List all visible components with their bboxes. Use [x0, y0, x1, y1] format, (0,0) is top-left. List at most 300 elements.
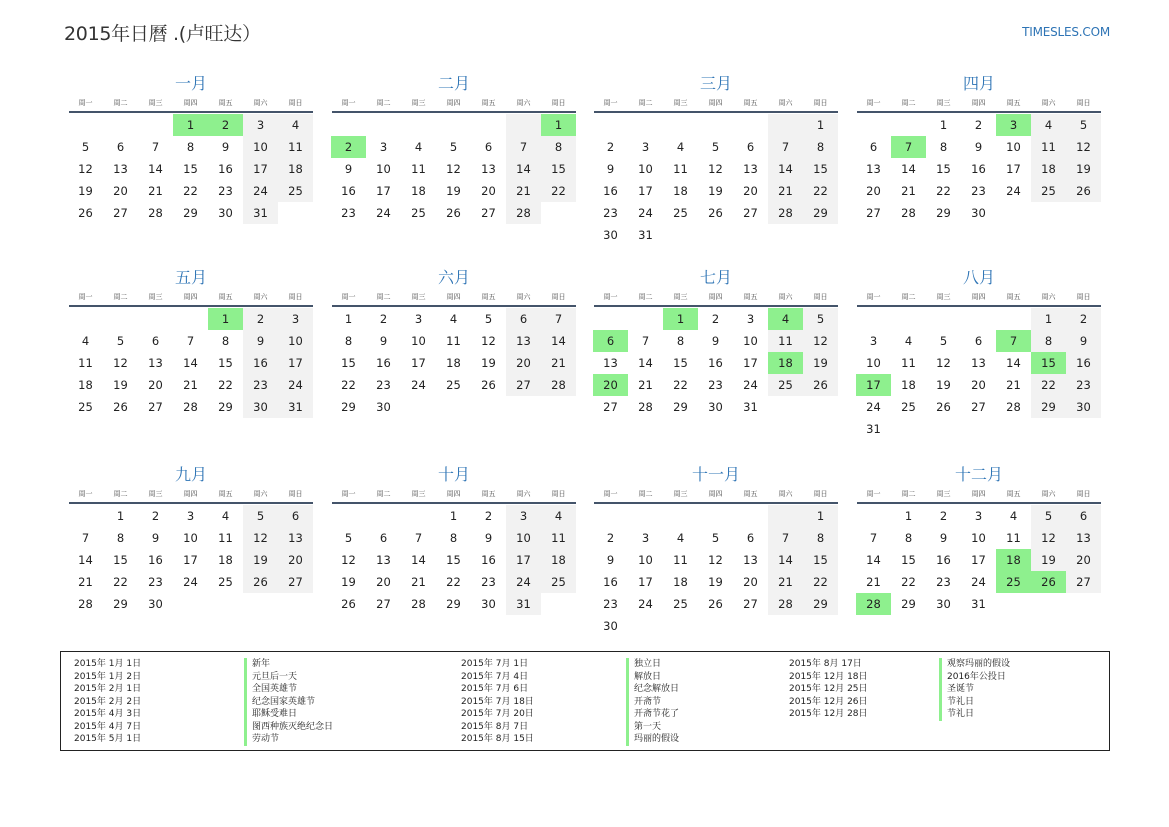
day-cell: 28: [183, 400, 198, 414]
day-cell: 25: [1031, 180, 1066, 202]
day-cell: 4: [768, 308, 803, 330]
empty-cell: [173, 308, 208, 330]
day-cell: 16: [148, 553, 163, 567]
weekday-label: 周一: [603, 490, 618, 498]
day-cell: 26: [708, 206, 723, 220]
month-divider: [594, 305, 838, 307]
day-cell: 13: [866, 162, 881, 176]
empty-cell: [593, 505, 628, 527]
day-cell: 17: [278, 352, 313, 374]
day-cell: 10: [971, 531, 986, 545]
day-cell: 10: [638, 162, 653, 176]
day-grid: [331, 308, 577, 418]
empty-cell: [331, 114, 366, 136]
weekday-label: 周五: [481, 490, 496, 498]
day-cell: 29: [901, 597, 916, 611]
day-cell: 27: [866, 206, 881, 220]
day-cell: 9: [344, 162, 353, 176]
empty-cell: [996, 202, 1031, 224]
weekday-label: 周五: [743, 490, 758, 498]
weekday-label: 周一: [341, 99, 356, 107]
month-block: [856, 267, 1102, 440]
legend-date: 2015年 8月 17日: [789, 659, 862, 669]
day-cell: 15: [113, 553, 128, 567]
day-cell: 7: [186, 334, 195, 348]
site-link[interactable]: TIMESLES.COM: [1022, 25, 1110, 39]
day-cell: 2: [208, 114, 243, 136]
day-cell: 30: [148, 597, 163, 611]
weekday-label: 周日: [551, 99, 566, 107]
day-cell: 21: [866, 575, 881, 589]
day-cell: 8: [676, 334, 685, 348]
day-cell: 17: [638, 575, 653, 589]
day-cell: 18: [673, 575, 688, 589]
day-cell: 19: [803, 352, 838, 374]
day-cell: 1: [803, 505, 838, 527]
day-cell: 3: [641, 531, 650, 545]
weekday-label: 周三: [148, 99, 163, 107]
weekday-label: 周五: [218, 490, 233, 498]
weekday-label: 周六: [778, 293, 793, 301]
weekday-label: 周四: [183, 490, 198, 498]
day-grid: [593, 505, 839, 637]
day-cell: 4: [81, 334, 90, 348]
day-cell: 14: [768, 158, 803, 180]
day-cell: 21: [411, 575, 426, 589]
legend-holiday-name: 纪念解放日: [634, 684, 680, 694]
day-cell: 28: [856, 593, 891, 615]
weekday-header: [331, 290, 577, 304]
month-name: 二月: [437, 74, 470, 93]
legend-holiday-name: 图西种族灭绝纪念日: [252, 721, 334, 732]
weekday-label: 周一: [866, 293, 881, 301]
legend-date: 2015年 12月 26日: [789, 696, 868, 707]
day-cell: 13: [278, 527, 313, 549]
weekday-label: 周六: [516, 490, 531, 498]
empty-cell: [891, 114, 926, 136]
month-name: 五月: [174, 268, 207, 287]
month-block: [68, 464, 314, 615]
day-cell: 24: [971, 575, 986, 589]
legend-date: 2015年 12月 25日: [789, 684, 868, 694]
legend-date: 2015年 7月 1日: [461, 659, 529, 669]
day-cell: 25: [218, 575, 233, 589]
legend-date: 2015年 7月 4日: [461, 671, 529, 682]
day-cell: 1: [663, 308, 698, 330]
day-cell: 9: [1066, 330, 1101, 352]
day-cell: 21: [1006, 378, 1021, 392]
day-cell: 15: [803, 549, 838, 571]
weekday-label: 周六: [1041, 99, 1056, 107]
day-cell: 23: [1066, 374, 1101, 396]
weekday-label: 周六: [778, 99, 793, 107]
month-name: 一月: [174, 74, 207, 93]
day-cell: 15: [218, 356, 233, 370]
month-divider: [332, 502, 576, 504]
day-cell: 11: [673, 553, 688, 567]
empty-cell: [768, 615, 803, 637]
day-cell: 1: [803, 114, 838, 136]
weekday-label: 周五: [1006, 99, 1021, 107]
day-grid: [856, 114, 1102, 224]
day-cell: 3: [278, 308, 313, 330]
day-cell: 6: [974, 334, 983, 348]
legend-date: 2015年 4月 7日: [74, 721, 142, 732]
month-block: [593, 73, 839, 246]
day-grid: [856, 505, 1102, 615]
day-cell: 30: [481, 597, 496, 611]
day-cell: 3: [869, 334, 878, 348]
day-cell: 22: [803, 571, 838, 593]
day-cell: 3: [641, 140, 650, 154]
legend-dates-col1: [74, 658, 141, 746]
day-cell: 21: [768, 571, 803, 593]
legend-holiday-name: 开斋节: [634, 696, 662, 707]
weekday-header: [68, 96, 314, 110]
weekday-label: 周一: [603, 293, 618, 301]
day-cell: 11: [278, 136, 313, 158]
weekday-label: 周三: [936, 490, 951, 498]
empty-cell: [1066, 418, 1101, 440]
weekday-label: 周四: [708, 293, 723, 301]
weekday-label: 周六: [516, 293, 531, 301]
day-cell: 22: [183, 184, 198, 198]
day-cell: 12: [481, 334, 496, 348]
legend-date: 2015年 2月 1日: [74, 684, 142, 694]
day-cell: 23: [341, 206, 356, 220]
day-cell: 20: [506, 352, 541, 374]
month-name: 七月: [699, 268, 732, 287]
month-name: 八月: [962, 268, 995, 287]
day-cell: 28: [901, 206, 916, 220]
weekday-label: 周二: [638, 293, 653, 301]
legend-date: 2015年 7月 18日: [461, 696, 534, 707]
day-cell: 6: [746, 531, 755, 545]
day-cell: 1: [449, 509, 458, 523]
legend-holiday-name: 独立日: [634, 659, 662, 669]
day-cell: 10: [411, 334, 426, 348]
legend-holiday-name: 耶稣受难日: [252, 709, 298, 719]
weekday-label: 周日: [813, 293, 828, 301]
legend-date: 2015年 7月 20日: [461, 709, 534, 719]
day-cell: 7: [996, 330, 1031, 352]
day-cell: 9: [379, 334, 388, 348]
day-cell: 26: [243, 571, 278, 593]
day-cell: 27: [481, 206, 496, 220]
day-cell: 23: [936, 575, 951, 589]
empty-cell: [138, 308, 173, 330]
day-cell: 14: [866, 553, 881, 567]
day-cell: 3: [974, 509, 983, 523]
day-cell: 21: [638, 378, 653, 392]
day-cell: 26: [446, 206, 461, 220]
legend-date: 2015年 1月 1日: [74, 659, 142, 669]
legend-holiday-name: 元旦后一天: [252, 671, 298, 682]
day-cell: 7: [768, 527, 803, 549]
empty-cell: [996, 308, 1031, 330]
day-cell: 29: [218, 400, 233, 414]
weekday-label: 周一: [78, 293, 93, 301]
empty-cell: [856, 114, 891, 136]
day-cell: 16: [936, 553, 951, 567]
day-cell: 25: [541, 571, 576, 593]
day-cell: 23: [603, 597, 618, 611]
weekday-header: [593, 487, 839, 501]
weekday-label: 周三: [936, 293, 951, 301]
empty-cell: [366, 114, 401, 136]
day-cell: 27: [743, 206, 758, 220]
month-divider: [332, 111, 576, 113]
day-cell: 17: [971, 553, 986, 567]
day-cell: 6: [278, 505, 313, 527]
day-cell: 20: [971, 378, 986, 392]
day-cell: 23: [971, 184, 986, 198]
day-cell: 11: [446, 334, 461, 348]
day-cell: 8: [221, 334, 230, 348]
empty-cell: [1031, 593, 1066, 615]
empty-cell: [663, 114, 698, 136]
empty-cell: [663, 224, 698, 246]
month-block: [593, 267, 839, 418]
day-cell: 18: [218, 553, 233, 567]
day-cell: 30: [376, 400, 391, 414]
day-cell: 26: [936, 400, 951, 414]
day-cell: 1: [173, 114, 208, 136]
day-cell: 6: [116, 140, 125, 154]
day-cell: 6: [151, 334, 160, 348]
legend-names-col3: [939, 658, 1010, 721]
empty-cell: [733, 505, 768, 527]
day-cell: 31: [866, 422, 881, 436]
day-cell: 7: [768, 136, 803, 158]
legend-date: 2015年 12月 18日: [789, 671, 868, 682]
empty-cell: [856, 505, 891, 527]
empty-cell: [471, 114, 506, 136]
day-cell: 14: [768, 549, 803, 571]
day-cell: 23: [376, 378, 391, 392]
day-cell: 23: [148, 575, 163, 589]
day-cell: 23: [708, 378, 723, 392]
day-cell: 30: [218, 206, 233, 220]
empty-cell: [891, 308, 926, 330]
day-cell: 21: [541, 352, 576, 374]
weekday-label: 周四: [971, 293, 986, 301]
day-cell: 26: [481, 378, 496, 392]
day-cell: 9: [974, 140, 983, 154]
day-cell: 16: [971, 162, 986, 176]
day-cell: 7: [641, 334, 650, 348]
weekday-label: 周六: [253, 293, 268, 301]
weekday-label: 周日: [288, 490, 303, 498]
weekday-label: 周五: [481, 293, 496, 301]
day-cell: 20: [148, 378, 163, 392]
day-cell: 21: [78, 575, 93, 589]
day-cell: 15: [673, 356, 688, 370]
day-cell: 7: [414, 531, 423, 545]
day-cell: 30: [936, 597, 951, 611]
day-cell: 24: [243, 180, 278, 202]
empty-cell: [996, 593, 1031, 615]
day-cell: 5: [116, 334, 125, 348]
day-cell: 17: [411, 356, 426, 370]
empty-cell: [401, 505, 436, 527]
empty-cell: [733, 114, 768, 136]
day-cell: 6: [379, 531, 388, 545]
day-cell: 2: [711, 312, 720, 326]
day-cell: 24: [1006, 184, 1021, 198]
day-cell: 19: [78, 184, 93, 198]
day-cell: 2: [1066, 308, 1101, 330]
day-cell: 23: [481, 575, 496, 589]
weekday-label: 周五: [743, 293, 758, 301]
empty-cell: [961, 418, 996, 440]
day-cell: 11: [411, 162, 426, 176]
day-cell: 30: [1066, 396, 1101, 418]
day-cell: 8: [1031, 330, 1066, 352]
day-cell: 12: [1066, 136, 1101, 158]
legend-holiday-name: 玛丽的假设: [634, 734, 680, 744]
day-cell: 12: [446, 162, 461, 176]
day-cell: 28: [506, 202, 541, 224]
weekday-label: 周六: [253, 490, 268, 498]
weekday-label: 周三: [673, 99, 688, 107]
empty-cell: [628, 308, 663, 330]
day-cell: 29: [183, 206, 198, 220]
day-cell: 17: [1006, 162, 1021, 176]
weekday-label: 周五: [743, 99, 758, 107]
day-cell: 24: [743, 378, 758, 392]
weekday-label: 周二: [376, 293, 391, 301]
weekday-label: 周三: [673, 490, 688, 498]
weekday-label: 周日: [288, 293, 303, 301]
legend-holiday-name: 节礼日: [947, 709, 975, 719]
day-cell: 7: [541, 308, 576, 330]
month-divider: [857, 111, 1101, 113]
day-cell: 25: [901, 400, 916, 414]
weekday-label: 周二: [638, 99, 653, 107]
day-cell: 16: [341, 184, 356, 198]
day-grid: [856, 308, 1102, 440]
day-cell: 18: [673, 184, 688, 198]
empty-cell: [1066, 202, 1101, 224]
day-cell: 17: [243, 158, 278, 180]
day-cell: 13: [481, 162, 496, 176]
day-cell: 15: [341, 356, 356, 370]
day-cell: 22: [341, 378, 356, 392]
day-cell: 4: [904, 334, 913, 348]
day-grid: [593, 308, 839, 418]
legend-date: 2015年 7月 6日: [461, 684, 529, 694]
weekday-header: [856, 290, 1102, 304]
weekday-label: 周三: [148, 490, 163, 498]
weekday-label: 周日: [1076, 490, 1091, 498]
day-cell: 1: [904, 509, 913, 523]
day-cell: 22: [218, 378, 233, 392]
day-cell: 15: [1031, 352, 1066, 374]
day-grid: [593, 114, 839, 246]
legend-holiday-name: 全国英雄节: [252, 684, 298, 694]
day-cell: 16: [243, 352, 278, 374]
empty-cell: [401, 396, 436, 418]
weekday-label: 周二: [901, 99, 916, 107]
legend-holiday-name: 开斋节花了: [634, 709, 680, 719]
day-cell: 8: [939, 140, 948, 154]
legend-date: 2015年 8月 7日: [461, 721, 529, 732]
weekday-header: [856, 96, 1102, 110]
day-cell: 5: [81, 140, 90, 154]
day-cell: 8: [803, 527, 838, 549]
day-cell: 16: [708, 356, 723, 370]
day-cell: 27: [113, 206, 128, 220]
day-cell: 1: [344, 312, 353, 326]
day-cell: 30: [243, 396, 278, 418]
legend-holiday-name: 第一天: [634, 721, 662, 732]
day-cell: 10: [1006, 140, 1021, 154]
month-name: 十二月: [954, 465, 1003, 484]
day-cell: 5: [449, 140, 458, 154]
weekday-label: 周二: [113, 293, 128, 301]
day-cell: 6: [746, 140, 755, 154]
day-cell: 18: [78, 378, 93, 392]
day-cell: 5: [711, 531, 720, 545]
day-cell: 17: [506, 549, 541, 571]
empty-cell: [628, 615, 663, 637]
day-cell: 5: [939, 334, 948, 348]
day-cell: 28: [768, 593, 803, 615]
day-cell: 27: [278, 571, 313, 593]
day-cell: 14: [183, 356, 198, 370]
day-cell: 16: [481, 553, 496, 567]
day-cell: 10: [638, 553, 653, 567]
day-cell: 21: [901, 184, 916, 198]
day-cell: 11: [218, 531, 233, 545]
empty-cell: [803, 396, 838, 418]
day-cell: 14: [638, 356, 653, 370]
day-cell: 20: [278, 549, 313, 571]
day-cell: 22: [113, 575, 128, 589]
day-cell: 12: [708, 162, 723, 176]
day-cell: 4: [278, 114, 313, 136]
legend-date: 2015年 4月 3日: [74, 709, 142, 719]
weekday-label: 周五: [481, 99, 496, 107]
day-cell: 13: [376, 553, 391, 567]
day-cell: 13: [743, 553, 758, 567]
weekday-label: 周四: [708, 490, 723, 498]
day-cell: 1: [541, 114, 576, 136]
day-cell: 7: [151, 140, 160, 154]
empty-cell: [471, 396, 506, 418]
day-cell: 2: [379, 312, 388, 326]
day-cell: 31: [243, 202, 278, 224]
weekday-label: 周四: [708, 99, 723, 107]
day-cell: 4: [541, 505, 576, 527]
day-cell: 16: [218, 162, 233, 176]
day-grid: [331, 505, 577, 615]
day-cell: 25: [411, 206, 426, 220]
day-cell: 13: [743, 162, 758, 176]
day-cell: 22: [446, 575, 461, 589]
weekday-label: 周二: [376, 99, 391, 107]
day-cell: 15: [541, 158, 576, 180]
day-cell: 22: [1031, 374, 1066, 396]
day-cell: 20: [1066, 549, 1101, 571]
legend-holiday-name: 劳动节: [252, 734, 280, 744]
day-cell: 2: [151, 509, 160, 523]
weekday-label: 周二: [376, 490, 391, 498]
day-cell: 22: [673, 378, 688, 392]
empty-cell: [768, 114, 803, 136]
day-cell: 25: [78, 400, 93, 414]
